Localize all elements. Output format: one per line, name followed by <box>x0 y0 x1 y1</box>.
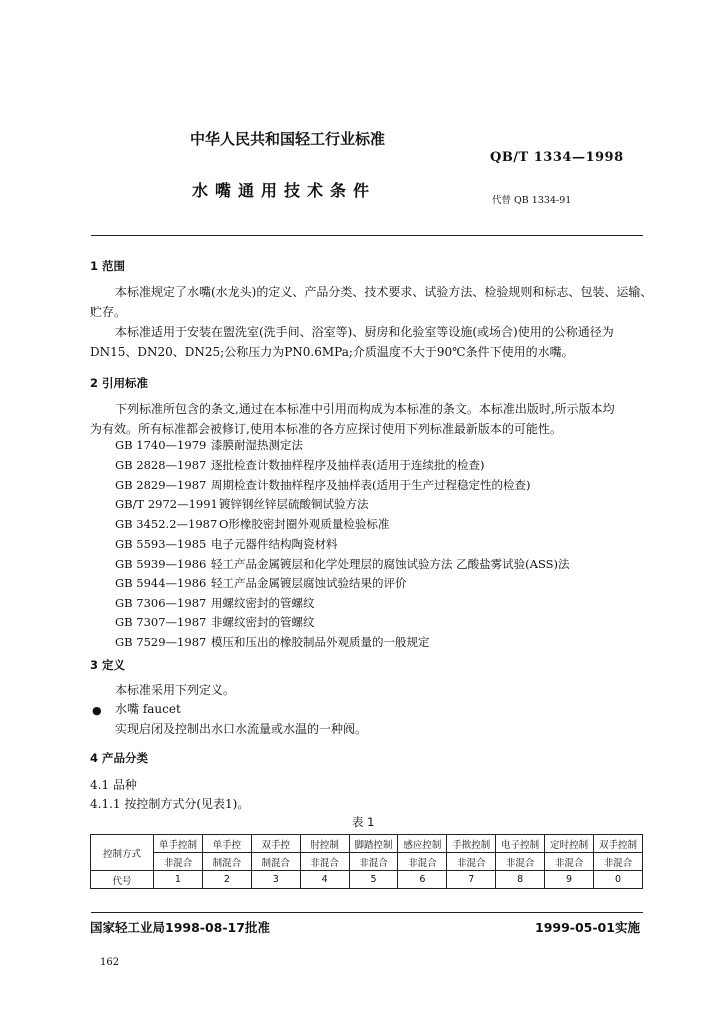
reference-code: GB 7306—1987 <box>115 596 207 610</box>
table-cell: 双手控制 <box>594 835 643 853</box>
reference-title: 镀锌钢丝锌层硫酸铜试验方法 <box>219 497 369 511</box>
definition-text: 实现启闭及控制出水口水流量或水温的一种阀。 <box>115 722 368 736</box>
table-cell: 单手控 <box>202 835 251 853</box>
reference-code: GB 5593—1985 <box>115 537 207 551</box>
table-cell: 非混合 <box>496 853 545 871</box>
table-cell: 制混合 <box>251 853 300 871</box>
definition-term: 水嘴 faucet <box>115 702 181 716</box>
reference-item <box>115 457 484 473</box>
table-cell: 非混合 <box>300 853 349 871</box>
reference-title: 电子元器件结构陶瓷材料 <box>211 537 338 551</box>
table-cell: 7 <box>447 871 496 889</box>
effective-date: 1999-05-01实施 <box>535 920 640 935</box>
table-cell: 单手控制 <box>154 835 203 853</box>
reference-title: 模压和压出的橡胶制品外观质量的一般规定 <box>211 635 430 649</box>
table-row-label: 代号 <box>91 871 154 889</box>
table-cell: 肘控制 <box>300 835 349 853</box>
reference-item <box>115 477 530 493</box>
table-cell: 0 <box>594 871 643 889</box>
section-2-para-line1: 下列标准所包含的条文,通过在本标准中引用而构成为本标准的条文。本标准出版时,所示版本均 <box>115 402 615 416</box>
table-cell: 双手控 <box>251 835 300 853</box>
reference-item <box>115 516 389 532</box>
section-4-heading: 4 产品分类 <box>90 751 149 765</box>
reference-item <box>115 575 407 591</box>
table-cell: 非混合 <box>594 853 643 871</box>
reference-item <box>115 556 569 572</box>
standard-number: QB/T 1334—1998 <box>490 150 624 165</box>
section-4-1-heading: 4.1 品种 <box>90 778 137 792</box>
reference-title: 漆膜耐湿热测定法 <box>211 438 303 452</box>
table-cell: 非混合 <box>545 853 594 871</box>
reference-code: GB 5939—1986 <box>115 557 207 571</box>
reference-item <box>115 496 369 512</box>
reference-item <box>115 614 315 630</box>
reference-code: GB/T 2972—1991 <box>115 497 218 511</box>
table-cell: 手揿控制 <box>447 835 496 853</box>
table-cell: 非混合 <box>154 853 203 871</box>
table-cell: 3 <box>251 871 300 889</box>
reference-title: 轻工产品金属镀层腐蚀试验结果的评价 <box>211 576 407 590</box>
issuer-title: 中华人民共和国轻工行业标准 <box>190 130 386 148</box>
table-caption: 表 1 <box>352 815 375 829</box>
header-rule <box>91 235 643 236</box>
section-3-heading: 3 定义 <box>90 658 126 672</box>
table-cell: 电子控制 <box>496 835 545 853</box>
table-cell: 8 <box>496 871 545 889</box>
table-cell: 2 <box>202 871 251 889</box>
reference-code: GB 5944—1986 <box>115 576 207 590</box>
reference-title: 非螺纹密封的管螺纹 <box>211 615 315 629</box>
table-cell: 感应控制 <box>398 835 447 853</box>
table-cell: 非混合 <box>447 853 496 871</box>
table-cell: 9 <box>545 871 594 889</box>
table-row <box>91 835 643 853</box>
table-cell: 脚踏控制 <box>349 835 398 853</box>
reference-item <box>115 595 315 611</box>
table-row <box>91 871 643 889</box>
table-row <box>91 853 643 871</box>
section-3-intro: 本标准采用下列定义。 <box>115 683 236 697</box>
page-number: 162 <box>100 957 120 968</box>
reference-code: GB 3452.2—1987 <box>115 517 218 531</box>
table-cell: 5 <box>349 871 398 889</box>
section-1-para2-line2: DN15、DN20、DN25;公称压力为PN0.6MPa;介质温度不大于90℃条件下使用的水嘴。 <box>90 345 574 359</box>
section-1-heading: 1 范围 <box>90 259 126 273</box>
reference-title: 用螺纹密封的管螺纹 <box>211 596 315 610</box>
table-row-label: 控制方式 <box>91 835 154 871</box>
reference-item <box>115 634 430 650</box>
table-cell: 1 <box>154 871 203 889</box>
reference-code: GB 7529—1987 <box>115 635 207 649</box>
table-cell: 定时控制 <box>545 835 594 853</box>
reference-title: O形橡胶密封圈外观质量检验标准 <box>219 517 390 531</box>
table-cell: 制混合 <box>202 853 251 871</box>
bullet-icon: ● <box>92 704 102 717</box>
section-1-para2-line1: 本标准适用于安装在盥洗室(洗手间、浴室等)、厨房和化验室等设施(或场合)使用的公称通径为 <box>115 325 614 339</box>
reference-item <box>115 536 338 552</box>
reference-title: 周期检查计数抽样程序及抽样表(适用于生产过程稳定性的检查) <box>211 478 531 492</box>
table-cell: 4 <box>300 871 349 889</box>
approval-note: 国家轻工业局1998-08-17批准 <box>90 920 270 935</box>
footer-rule <box>91 912 643 913</box>
reference-title: 逐批检查计数抽样程序及抽样表(适用于连续批的检查) <box>211 458 485 472</box>
table-cell: 非混合 <box>349 853 398 871</box>
control-mode-table <box>90 834 643 889</box>
replaces-note: 代替 QB 1334-91 <box>492 195 572 206</box>
table-cell: 非混合 <box>398 853 447 871</box>
reference-code: GB 1740—1979 <box>115 438 207 452</box>
reference-item <box>115 437 303 453</box>
section-1-para1-line1: 本标准规定了水嘴(水龙头)的定义、产品分类、技术要求、试验方法、检验规则和标志、包装、运输、 <box>115 285 653 299</box>
section-2-para-line2: 为有效。所有标准都会被修订,使用本标准的各方应探讨使用下列标准最新版本的可能性。 <box>90 422 562 436</box>
reference-code: GB 2829—1987 <box>115 478 207 492</box>
reference-code: GB 2828—1987 <box>115 458 207 472</box>
section-4-1-1-heading: 4.1.1 按控制方式分(见表1)。 <box>90 797 250 811</box>
document-title: 水嘴通用技术条件 <box>192 181 377 200</box>
section-2-heading: 2 引用标准 <box>90 376 149 390</box>
section-1-para1-line2: 贮存。 <box>90 305 127 319</box>
reference-code: GB 7307—1987 <box>115 615 207 629</box>
reference-title: 轻工产品金属镀层和化学处理层的腐蚀试验方法 乙酸盐雾试验(ASS)法 <box>211 557 570 571</box>
table-cell: 6 <box>398 871 447 889</box>
